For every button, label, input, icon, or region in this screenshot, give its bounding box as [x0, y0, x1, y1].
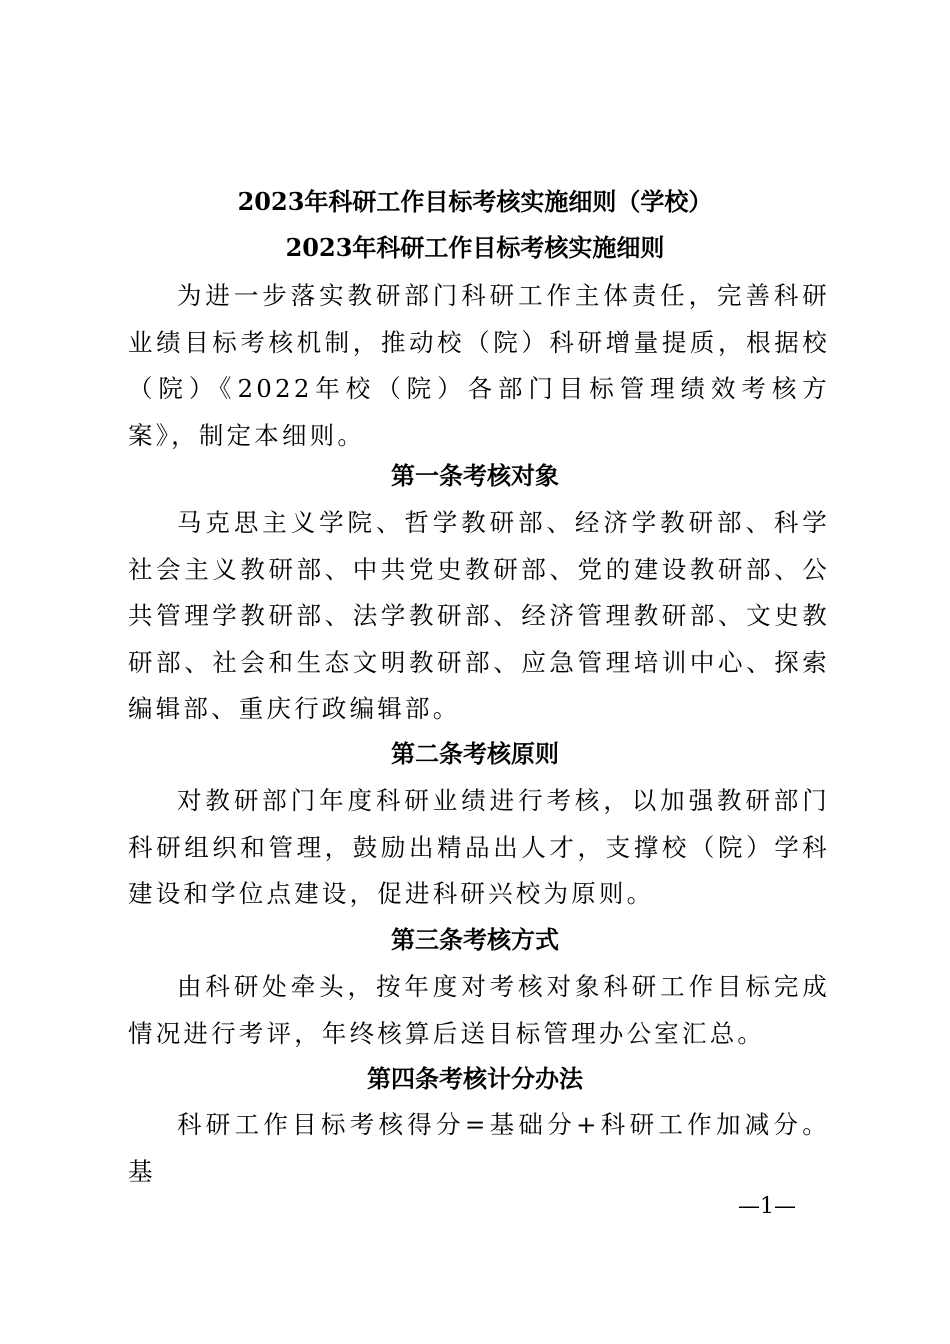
- page-number: —1—: [738, 1194, 796, 1219]
- intro-paragraph: 为进一步落实教研部门科研工作主体责任，完善科研业绩目标考核机制，推动校（院）科研增量提质，根据校（院）《2022年校（院）各部门目标管理绩效考核方案》，制定本细则。: [128, 281, 830, 450]
- section-heading-3: 第三条考核方式: [391, 925, 559, 954]
- section-body-4: 科研工作目标考核得分=基础分+科研工作加减分。基: [128, 1110, 830, 1186]
- document-subtitle: 2023年科研工作目标考核实施细则: [285, 233, 665, 262]
- document-title: 2023年科研工作目标考核实施细则（学校）: [237, 187, 713, 216]
- section-heading-1: 第一条考核对象: [391, 461, 559, 490]
- section-heading-2: 第二条考核原则: [391, 739, 559, 768]
- section-body-1: 马克思主义学院、哲学教研部、经济学教研部、科学社会主义教研部、中共党史教研部、党的建设教研部、公共管理学教研部、法学教研部、经济管理教研部、文史教研部、社会和生态文明教研部、应急管理培训中心、探索编辑部、重庆行政编辑部。: [128, 508, 830, 723]
- section-body-3: 由科研处牵头，按年度对考核对象科研工作目标完成情况进行考评，年终核算后送目标管理办公室汇总。: [128, 972, 830, 1048]
- section-heading-4: 第四条考核计分办法: [367, 1064, 583, 1093]
- section-body-2: 对教研部门年度科研业绩进行考核，以加强教研部门科研组织和管理，鼓励出精品出人才，支撑校（院）学科建设和学位点建设，促进科研兴校为原则。: [128, 786, 830, 908]
